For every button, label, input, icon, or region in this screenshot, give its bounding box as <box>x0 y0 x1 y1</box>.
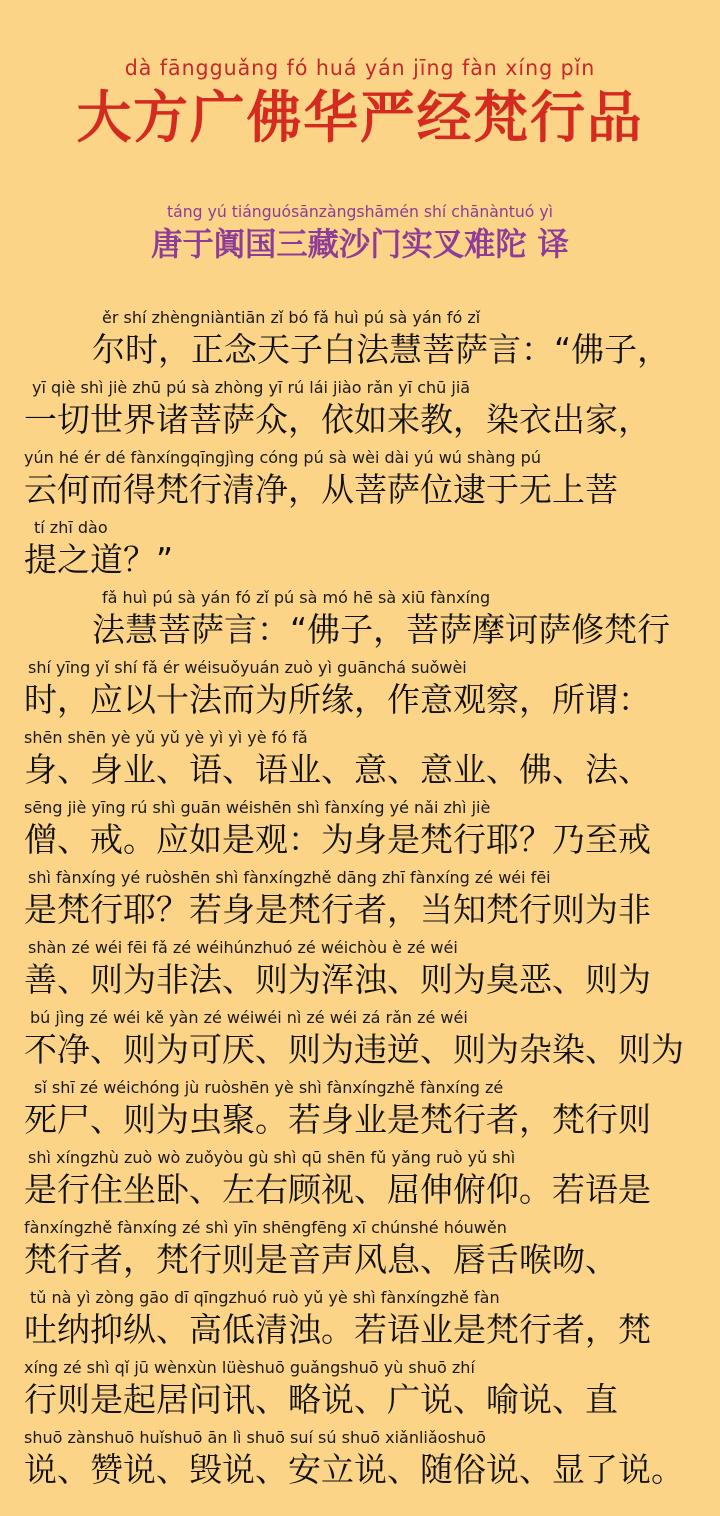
line-text: 不净、则为可厌、则为违逆、则为杂染、则为 <box>24 1030 684 1069</box>
line-text: 说、赞说、毁说、安立说、随俗说、显了说。 <box>24 1450 684 1489</box>
line-text: 时，应以十法而为所缘，作意观察，所谓： <box>24 680 651 719</box>
line-text: 行则是起居问讯、略说、广说、喻说、直 <box>24 1380 618 1419</box>
line-pinyin: shì xíngzhù zuò wò zuǒyòu gù shì qū shēn fǔ yǎng ruò yǔ shì <box>28 1148 516 1167</box>
line-pinyin: shì fànxíng yé ruòshēn shì fànxíngzhě dāng zhī fànxíng zé wéi fēi <box>28 868 551 887</box>
line-pinyin: tǔ nà yì zòng gāo dī qīngzhuó ruò yǔ yè shì fànxíngzhě fàn <box>30 1288 500 1307</box>
line-text: 云何而得梵行清净，从菩萨位逮于无上菩 <box>24 470 618 509</box>
line-text: 提之道？” <box>24 540 174 579</box>
page-title: 大方广佛华严经梵行品 <box>76 86 644 151</box>
line-pinyin: xíng zé shì qǐ jū wènxùn lüèshuō guǎngshuō yù shuō zhí <box>24 1358 475 1377</box>
line-pinyin: fǎ huì pú sà yán fó zǐ pú sà mó hē sà xiū fànxíng <box>102 588 491 607</box>
line-text: 是梵行耶？若身是梵行者，当知梵行则为非 <box>24 890 651 929</box>
line-pinyin: shēn shēn yè yǔ yǔ yè yì yì yè fó fǎ <box>24 728 308 747</box>
line-pinyin: shí yīng yǐ shí fǎ ér wéisuǒyuán zuò yì guānchá suǒwèi <box>28 658 467 677</box>
translator-pinyin: táng yú tiánguósānzàngshāmén shí chānàntuó yì <box>167 202 553 221</box>
line-text: 死尸、则为虫聚。若身业是梵行者，梵行则 <box>24 1100 651 1139</box>
line-pinyin: shuō zànshuō huǐshuō ān lì shuō suí sú shuō xiǎnliǎoshuō <box>24 1428 486 1447</box>
line-text: 身、身业、语、语业、意、意业、佛、法、 <box>24 750 651 789</box>
line-text: 尔时，正念天子白法慧菩萨言：“佛子， <box>92 330 671 369</box>
line-pinyin: bú jìng zé wéi kě yàn zé wéiwéi nì zé wéi zá rǎn zé wéi <box>30 1008 468 1027</box>
line-text: 吐纳抑纵、高低清浊。若语业是梵行者，梵 <box>24 1310 651 1349</box>
line-text: 僧、戒。应如是观：为身是梵行耶？乃至戒 <box>24 820 651 859</box>
title-pinyin: dà fāngguǎng fó huá yán jīng fàn xíng pǐn <box>124 56 596 80</box>
line-pinyin: yún hé ér dé fànxíngqīngjìng cóng pú sà wèi dài yú wú shàng pú <box>24 448 541 467</box>
line-pinyin: fànxíngzhě fànxíng zé shì yīn shēngfēng xī chúnshé hóuwěn <box>24 1218 507 1237</box>
line-text: 善、则为非法、则为浑浊、则为臭恶、则为 <box>24 960 651 999</box>
line-text: 法慧菩萨言：“佛子，菩萨摩诃萨修梵行 <box>92 610 671 649</box>
line-pinyin: shàn zé wéi fēi fǎ zé wéihúnzhuó zé wéichòu è zé wéi <box>28 938 458 957</box>
translator-line: 唐于阗国三藏沙门实叉难陀 译 <box>151 225 569 263</box>
line-text: 梵行者，梵行则是音声风息、唇舌喉吻、 <box>24 1240 618 1279</box>
line-pinyin: tí zhī dào <box>34 518 108 537</box>
line-pinyin: yī qiè shì jiè zhū pú sà zhòng yī rú lái jiào rǎn yī chū jiā <box>32 378 471 397</box>
line-pinyin: sēng jiè yīng rú shì guān wéishēn shì fànxíng yé nǎi zhì jiè <box>24 798 491 817</box>
line-text: 一切世界诸菩萨众，依如来教，染衣出家， <box>24 400 651 439</box>
line-pinyin: sǐ shī zé wéichóng jù ruòshēn yè shì fànxíngzhě fànxíng zé <box>34 1078 504 1097</box>
line-pinyin: ěr shí zhèngniàntiān zǐ bó fǎ huì pú sà yán fó zǐ <box>102 308 481 327</box>
line-text: 是行住坐卧、左右顾视、屈伸俯仰。若语是 <box>24 1170 651 1209</box>
